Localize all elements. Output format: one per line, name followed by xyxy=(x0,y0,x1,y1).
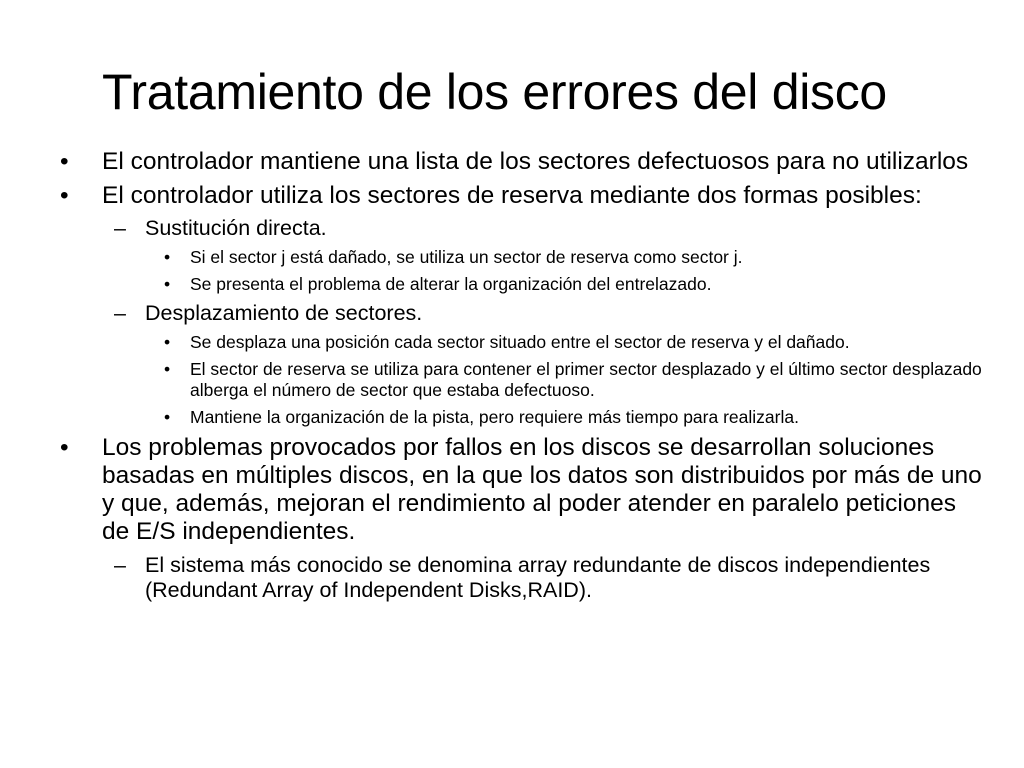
sub-sub-bullet-text: El sector de reserva se utiliza para contener el primer sector desplazado y el último sector desplazado alberga el número de sector que estaba defectuoso. xyxy=(190,359,982,400)
bullet-marker: • xyxy=(164,274,171,294)
sub-sub-bullet-item xyxy=(58,359,988,401)
bullet-text: Los problemas provocados por fallos en los discos se desarrollan soluciones basadas en múltiples discos, en la que los datos son distribuidos por más de uno y que, además, mejoran el rendimiento al poder atender en paralelo peticiones de E/S independientes. xyxy=(102,434,982,545)
sub-sub-bullet-item xyxy=(58,274,988,295)
sub-sub-bullet-item xyxy=(58,247,988,268)
dash-marker: – xyxy=(114,301,126,325)
bullet-marker: • xyxy=(164,247,171,267)
sub-bullet-text: Desplazamiento de sectores. xyxy=(145,301,423,325)
sub-sub-bullet-text: Se presenta el problema de alterar la organización del entrelazado. xyxy=(190,274,712,294)
dash-marker: – xyxy=(114,216,126,240)
bullet-marker: • xyxy=(164,359,171,379)
slide-title: Tratamiento de los errores del disco xyxy=(102,64,887,120)
bullet-item xyxy=(58,434,988,546)
dash-marker: – xyxy=(114,553,126,577)
bullet-text: El controlador mantiene una lista de los sectores defectuosos para no utilizarlos xyxy=(102,148,969,175)
sub-sub-bullet-text: Si el sector j está dañado, se utiliza un sector de reserva como sector j. xyxy=(190,247,743,267)
bullet-item xyxy=(58,148,988,175)
sub-sub-bullet-text: Se desplaza una posición cada sector situado entre el sector de reserva y el dañado. xyxy=(190,332,850,352)
sub-sub-bullet-item xyxy=(58,407,988,428)
sub-bullet-item xyxy=(58,553,988,603)
bullet-marker: • xyxy=(164,407,171,427)
bullet-marker: • xyxy=(60,434,69,461)
sub-bullet-item xyxy=(58,301,988,326)
sub-sub-bullet-text: Mantiene la organización de la pista, pero requiere más tiempo para realizarla. xyxy=(190,407,799,427)
sub-sub-bullet-item xyxy=(58,332,988,353)
sub-bullet-text: El sistema más conocido se denomina array redundante de discos independientes (Redundant Array of Independent Disks,RAID). xyxy=(145,553,931,602)
bullet-marker: • xyxy=(60,148,69,175)
bullet-item xyxy=(58,182,988,209)
bullet-text: El controlador utiliza los sectores de reserva mediante dos formas posibles: xyxy=(102,182,922,209)
bullet-marker: • xyxy=(60,182,69,209)
sub-bullet-item xyxy=(58,216,988,241)
sub-bullet-text: Sustitución directa. xyxy=(145,216,327,240)
slide-body xyxy=(58,148,988,609)
bullet-marker: • xyxy=(164,332,171,352)
